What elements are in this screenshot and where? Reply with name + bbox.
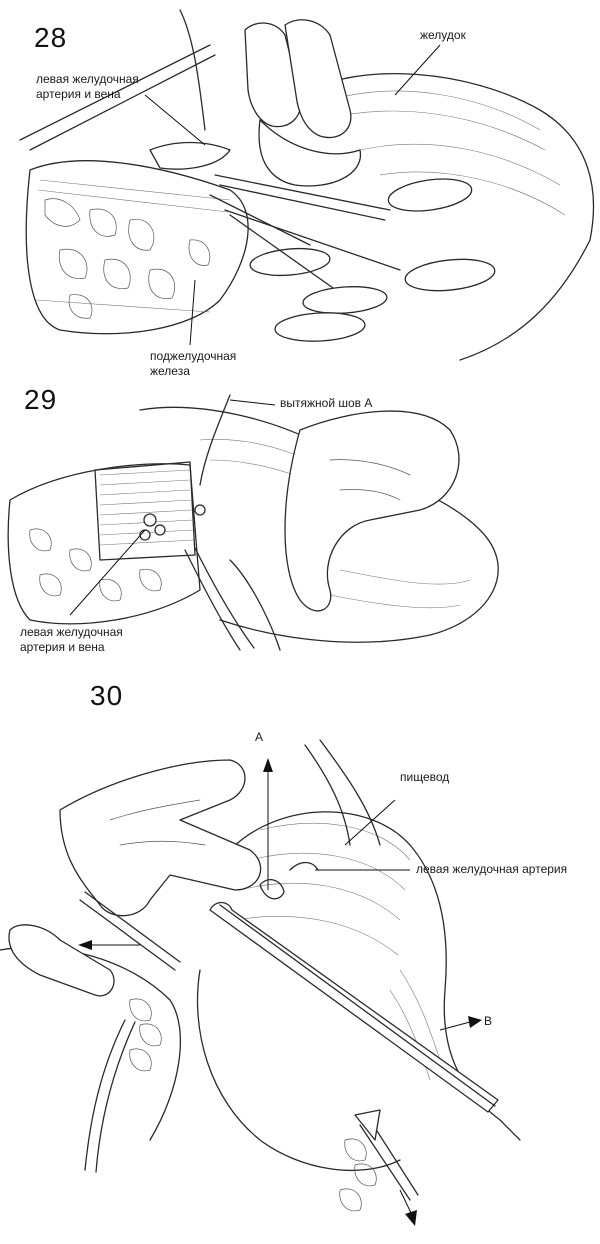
hand-30	[60, 760, 261, 916]
label-pancreas-line1: поджелудочная	[150, 349, 237, 363]
label-left-gastric-line2: артерия и вена	[36, 87, 121, 101]
leader-stomach	[395, 45, 440, 95]
traction-lower-arrow	[405, 1210, 417, 1226]
retractor-29	[185, 548, 254, 650]
figure-28	[0, 0, 600, 380]
figure-28-illustration	[0, 0, 600, 380]
label-left-gastric-artery: левая желудочная артерия	[416, 862, 568, 876]
clamp-1	[215, 174, 474, 220]
leader-esophagus	[345, 800, 395, 845]
esophagus	[320, 740, 380, 845]
leader-left-gastric-28	[145, 95, 205, 145]
figure-number: 28	[34, 22, 68, 53]
figure-number: 30	[90, 680, 124, 711]
label-left-gastric-line2: артерия и вена	[20, 640, 105, 654]
label-stomach: желудок	[420, 28, 466, 42]
hand-29	[285, 411, 459, 611]
figure-number: 29	[24, 384, 58, 415]
tissue-left-29	[8, 464, 200, 624]
clamp-2	[210, 195, 331, 278]
clamp-lower-left	[85, 1020, 135, 1172]
suture-line	[180, 10, 205, 130]
figure-30-illustration	[0, 670, 600, 1244]
label-left-gastric-line1: левая желудочная	[20, 625, 123, 639]
suture-a-arrow	[263, 758, 273, 772]
instrument-29	[230, 560, 280, 650]
leader-traction-suture	[230, 400, 275, 405]
finger-lower-30	[9, 925, 114, 996]
suture-b-arrow	[468, 1016, 482, 1028]
drain-tube	[210, 903, 498, 1113]
suture-knot	[260, 880, 284, 899]
label-marker-b: В	[484, 1014, 493, 1028]
leader-pancreas	[190, 280, 195, 345]
label-esophagus: пищевод	[400, 770, 450, 784]
figure-30	[0, 670, 600, 1244]
label-traction-suture: вытяжной шов А	[280, 396, 373, 410]
label-left-gastric-line1: левая желудочная	[36, 72, 139, 86]
retraction-arrow	[78, 940, 92, 950]
clamp-5	[274, 311, 365, 344]
leader-left-gastric-29	[70, 530, 145, 615]
left-gastric-vessels	[150, 143, 230, 170]
label-pancreas-line2: железа	[150, 364, 190, 378]
pancreas-tissue	[26, 161, 248, 334]
cavity	[95, 462, 195, 560]
figure-29	[0, 380, 600, 670]
left-gastric-artery-stump	[290, 863, 318, 871]
label-marker-a: А	[255, 730, 264, 744]
